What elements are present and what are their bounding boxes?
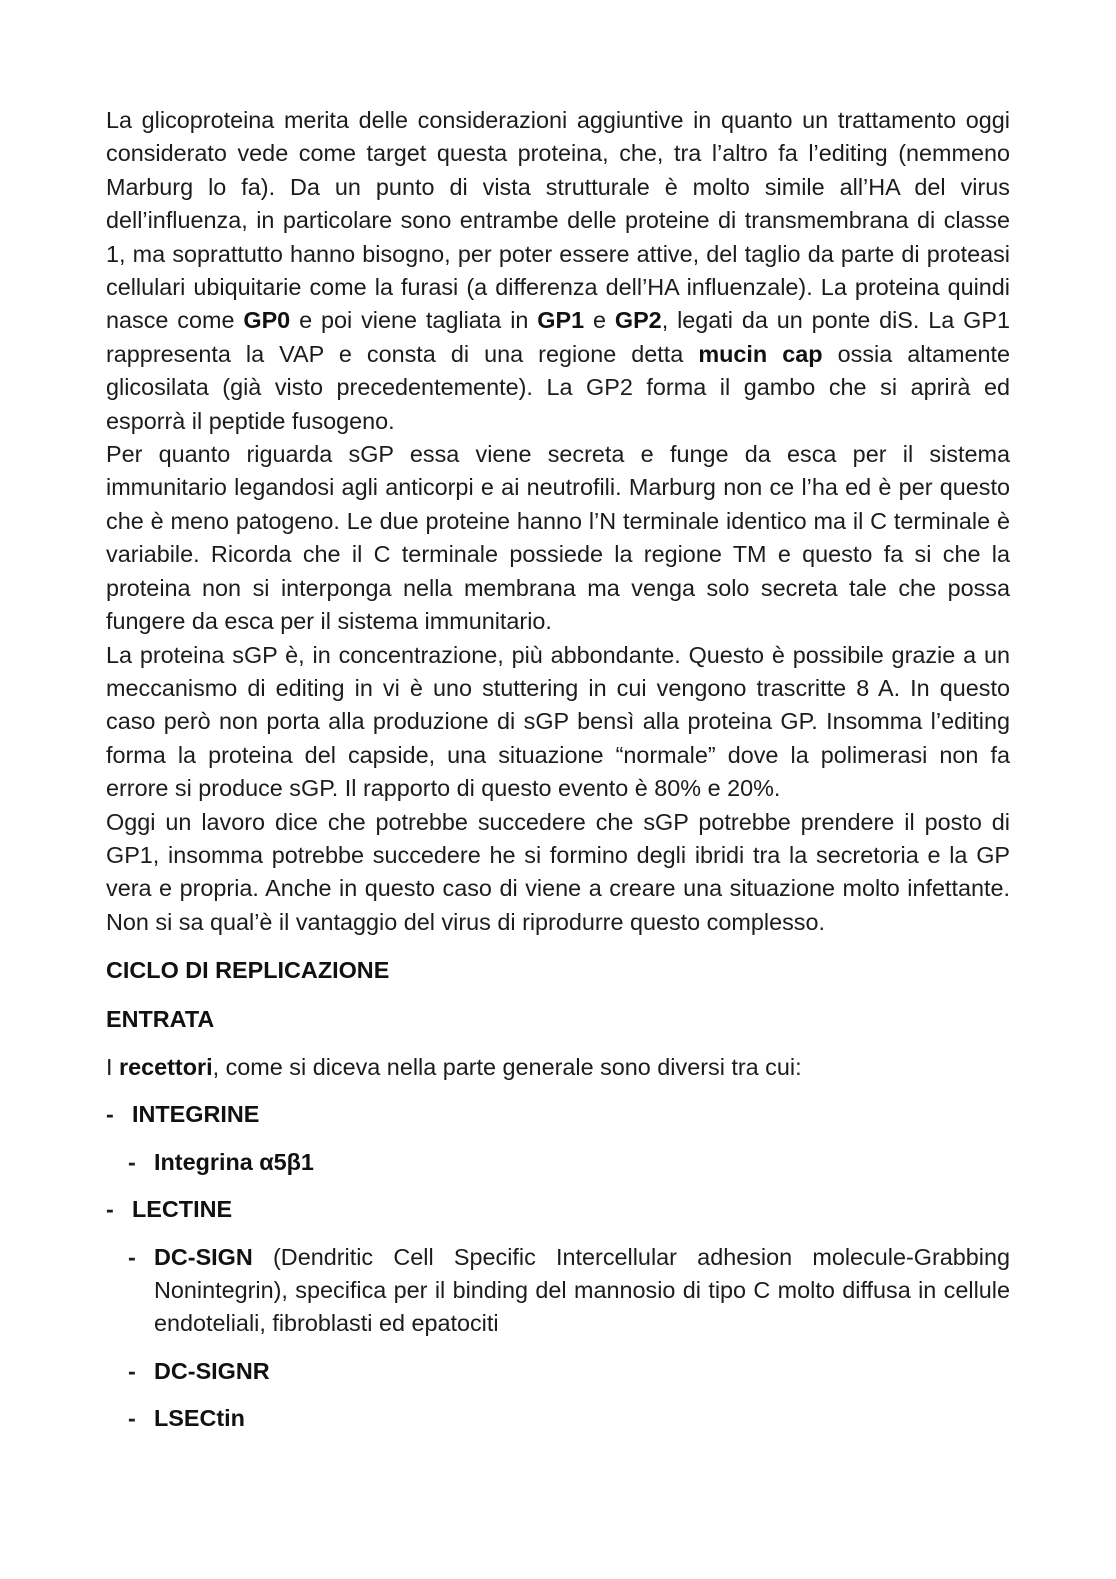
paragraph-hybrids: Oggi un lavoro dice che potrebbe succedere che sGP potrebbe prendere il posto di GP1, insomma potrebbe succedere he si formino degli ibridi tra la secretoria e la GP vera e propria. Anche in questo caso di viene a creare una situazione molto infettante. Non si sa qual’è il vantaggio del virus di riprodurre questo complesso. <box>106 808 1010 935</box>
term-recettori: recettori <box>119 1053 213 1080</box>
heading-entrata: ENTRATA <box>106 1005 215 1032</box>
list-item-integrina-a5b1: - Integrina α5β1 <box>106 1146 1010 1179</box>
paragraph-receptors-intro: I recettori, come si diceva nella parte generale sono diversi tra cui: <box>106 1053 802 1080</box>
bullet-dash: - <box>128 1243 136 1270</box>
list-item-integrine: - INTEGRINE <box>106 1098 1010 1131</box>
bullet-dash: - <box>106 1196 114 1223</box>
bullet-dash: - <box>106 1101 114 1128</box>
paragraph-editing: La proteina sGP è, in concentrazione, più abbondante. Questo è possibile grazie a un meccanismo di editing in vi è uno stuttering in cui vengono trascritte 8 A. In questo caso però non porta alla produzione di sGP bensì alla proteina GP. Insomma l’editing forma la proteina del capside, una situazione “normale” dove la polimerasi non fa errore si produce sGP. Il rapporto di questo evento è 80% e 20%. <box>106 641 1010 802</box>
bullet-dash: - <box>128 1405 136 1432</box>
term-gp1: GP1 <box>537 307 585 334</box>
paragraph-glycoprotein: La glicoproteina merita delle considerazioni aggiuntive in quanto un trattamento oggi considerato vede come target questa proteina, che, tra l’altro fa l’editing (nemmeno Marburg lo fa). Da un punto di vista strutturale è molto simile all’HA del virus dell’influenza, in particolare sono entrambe delle proteine di transmembrana di classe 1, ma soprattutto hanno bisogno, per poter essere attive, del taglio da parte di proteasi cellulari ubiquitarie come la furasi (a differenza dell’HA influenzale). La proteina quindi nasce come GP0 e poi viene tagliata in GP1 e GP2, legati da un ponte diS. La GP1 rappresenta la VAP e consta di una regione detta mucin cap ossia altamente glicosilata (già visto precedentemente). La GP2 forma il gambo che si aprirà ed esporrà il peptide fusogeno. <box>106 107 1011 434</box>
list-item-lsectin: - LSECtin <box>106 1402 1010 1435</box>
term-gp2: GP2 <box>614 307 662 334</box>
heading-ciclo-di-replicazione: CICLO DI REPLICAZIONE <box>106 957 390 984</box>
bullet-dash: - <box>128 1148 136 1175</box>
list-item-dc-signr: - DC-SIGNR <box>106 1355 1010 1388</box>
term-gp0: GP0 <box>243 307 291 334</box>
term-mucin-cap: mucin cap <box>698 340 823 367</box>
list-item-dc-sign: - DC-SIGN (Dendritic Cell Specific Intercellular adhesion molecule-Grabbing Nonintegrin), specifica per il binding del mannosio di tipo C molto diffusa in cellule endoteliali, fibroblasti ed epatociti <box>106 1241 1010 1341</box>
paragraph-sgp: Per quanto riguarda sGP essa viene secreta e funge da esca per il sistema immunitario legandosi agli anticorpi e ai neutrofili. Marburg non ce l’ha ed è per questo che è meno patogeno. Le due proteine hanno l’N terminale identico ma il C terminale è variabile. Ricorda che il C terminale possiede la regione TM e questo fa si che la proteina non si interponga nella membrana ma venga solo secreta tale che possa fungere da esca per il sistema immunitario. <box>106 441 1010 635</box>
list-item-lectine: - LECTINE <box>106 1193 1010 1226</box>
bullet-dash: - <box>128 1357 136 1384</box>
